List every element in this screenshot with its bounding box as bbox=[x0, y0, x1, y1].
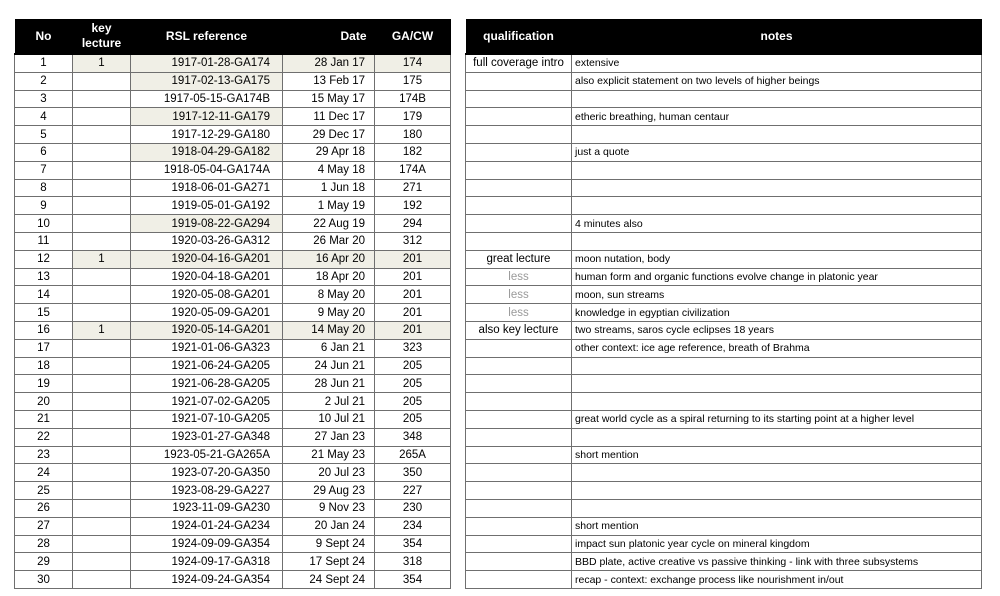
table-row bbox=[466, 232, 982, 250]
cell-qualification[interactable] bbox=[466, 553, 572, 571]
cell-key-lecture[interactable] bbox=[73, 232, 131, 250]
cell-ga-cw[interactable]: 201 bbox=[375, 304, 451, 322]
cell-key-lecture[interactable] bbox=[73, 517, 131, 535]
cell-ga-cw[interactable]: 265A bbox=[375, 446, 451, 464]
cell-key-lecture[interactable] bbox=[73, 571, 131, 589]
cell-rsl-reference[interactable]: 1920-05-09-GA201 bbox=[131, 304, 283, 322]
cell-notes[interactable] bbox=[572, 197, 982, 215]
cell-ga-cw[interactable]: 182 bbox=[375, 143, 451, 161]
cell-notes[interactable] bbox=[572, 375, 982, 393]
cell-no[interactable]: 9 bbox=[15, 197, 73, 215]
cell-date[interactable]: 9 May 20 bbox=[283, 304, 375, 322]
cell-qualification[interactable] bbox=[466, 446, 572, 464]
cell-rsl-reference[interactable]: 1921-01-06-GA323 bbox=[131, 339, 283, 357]
cell-rsl-reference[interactable]: 1918-06-01-GA271 bbox=[131, 179, 283, 197]
table-row bbox=[466, 535, 982, 553]
cell-notes[interactable] bbox=[572, 357, 982, 375]
cell-key-lecture[interactable]: 1 bbox=[73, 250, 131, 268]
table-row bbox=[466, 161, 982, 179]
cell-ga-cw[interactable]: 175 bbox=[375, 72, 451, 90]
cell-key-lecture[interactable] bbox=[73, 286, 131, 304]
cell-date[interactable]: 4 May 18 bbox=[283, 161, 375, 179]
cell-qualification[interactable] bbox=[466, 197, 572, 215]
cell-notes[interactable]: BBD plate, active creative vs passive thinking - link with three subsystems bbox=[572, 553, 982, 571]
cell-notes[interactable]: 4 minutes also bbox=[572, 215, 982, 233]
table-row bbox=[466, 90, 982, 108]
cell-no[interactable]: 4 bbox=[15, 108, 73, 126]
table-row bbox=[15, 304, 451, 322]
table-row bbox=[15, 375, 451, 393]
cell-date[interactable]: 9 Sept 24 bbox=[283, 535, 375, 553]
table-row bbox=[15, 321, 451, 339]
cell-qualification[interactable] bbox=[466, 143, 572, 161]
cell-qualification[interactable] bbox=[466, 428, 572, 446]
table-row bbox=[15, 143, 451, 161]
table-row bbox=[15, 90, 451, 108]
table-row bbox=[15, 446, 451, 464]
cell-date[interactable]: 6 Jan 21 bbox=[283, 339, 375, 357]
cell-notes[interactable]: other context: ice age reference, breath of Brahma bbox=[572, 339, 982, 357]
cell-notes[interactable]: extensive bbox=[572, 54, 982, 72]
cell-date[interactable]: 29 Apr 18 bbox=[283, 143, 375, 161]
cell-notes[interactable]: moon nutation, body bbox=[572, 250, 982, 268]
cell-qualification[interactable]: less bbox=[466, 304, 572, 322]
table-row bbox=[15, 161, 451, 179]
cell-no[interactable]: 7 bbox=[15, 161, 73, 179]
table-row bbox=[466, 446, 982, 464]
table-row bbox=[15, 535, 451, 553]
cell-date[interactable]: 28 Jun 21 bbox=[283, 375, 375, 393]
cell-key-lecture[interactable]: 1 bbox=[73, 321, 131, 339]
table-row bbox=[466, 482, 982, 500]
cell-date[interactable]: 21 May 23 bbox=[283, 446, 375, 464]
table-row bbox=[15, 571, 451, 589]
notes-table bbox=[465, 19, 982, 589]
cell-key-lecture[interactable] bbox=[73, 215, 131, 233]
cell-rsl-reference[interactable]: 1921-06-28-GA205 bbox=[131, 375, 283, 393]
cell-qualification[interactable] bbox=[466, 108, 572, 126]
cell-notes[interactable]: just a quote bbox=[572, 143, 982, 161]
cell-qualification[interactable]: less bbox=[466, 268, 572, 286]
cell-rsl-reference[interactable]: 1917-12-29-GA180 bbox=[131, 126, 283, 144]
cell-ga-cw[interactable]: 201 bbox=[375, 268, 451, 286]
cell-no[interactable]: 6 bbox=[15, 143, 73, 161]
table-row bbox=[15, 179, 451, 197]
cell-no[interactable]: 2 bbox=[15, 72, 73, 90]
cell-qualification[interactable] bbox=[466, 161, 572, 179]
cell-key-lecture[interactable] bbox=[73, 553, 131, 571]
header-rsl-reference[interactable]: RSL reference bbox=[131, 19, 283, 54]
cell-date[interactable]: 14 May 20 bbox=[283, 321, 375, 339]
cell-notes[interactable] bbox=[572, 482, 982, 500]
cell-key-lecture[interactable] bbox=[73, 428, 131, 446]
cell-key-lecture[interactable] bbox=[73, 464, 131, 482]
cell-date[interactable]: 26 Mar 20 bbox=[283, 232, 375, 250]
cell-rsl-reference[interactable]: 1919-08-22-GA294 bbox=[131, 215, 283, 233]
cell-ga-cw[interactable]: 323 bbox=[375, 339, 451, 357]
cell-no[interactable]: 12 bbox=[15, 250, 73, 268]
cell-key-lecture[interactable] bbox=[73, 143, 131, 161]
cell-ga-cw[interactable]: 174 bbox=[375, 54, 451, 72]
table-row bbox=[15, 482, 451, 500]
cell-notes[interactable] bbox=[572, 232, 982, 250]
cell-notes[interactable]: two streams, saros cycle eclipses 18 years bbox=[572, 321, 982, 339]
cell-no[interactable]: 11 bbox=[15, 232, 73, 250]
table-row bbox=[466, 499, 982, 517]
cell-no[interactable]: 13 bbox=[15, 268, 73, 286]
cell-ga-cw[interactable]: 230 bbox=[375, 499, 451, 517]
table-row bbox=[15, 517, 451, 535]
cell-ga-cw[interactable]: 234 bbox=[375, 517, 451, 535]
cell-no[interactable]: 14 bbox=[15, 286, 73, 304]
cell-notes[interactable]: short mention bbox=[572, 446, 982, 464]
cell-ga-cw[interactable]: 350 bbox=[375, 464, 451, 482]
cell-rsl-reference[interactable]: 1923-11-09-GA230 bbox=[131, 499, 283, 517]
cell-no[interactable]: 8 bbox=[15, 179, 73, 197]
header-no[interactable]: No bbox=[15, 19, 73, 54]
cell-ga-cw[interactable]: 318 bbox=[375, 553, 451, 571]
cell-rsl-reference[interactable]: 1917-12-11-GA179 bbox=[131, 108, 283, 126]
table-row bbox=[15, 357, 451, 375]
table-row bbox=[466, 321, 982, 339]
cell-rsl-reference[interactable]: 1919-05-01-GA192 bbox=[131, 197, 283, 215]
cell-no[interactable]: 16 bbox=[15, 321, 73, 339]
cell-date[interactable]: 18 Apr 20 bbox=[283, 268, 375, 286]
cell-rsl-reference[interactable]: 1924-09-24-GA354 bbox=[131, 571, 283, 589]
cell-rsl-reference[interactable]: 1917-05-15-GA174B bbox=[131, 90, 283, 108]
header-ga-cw[interactable]: GA/CW bbox=[375, 19, 451, 54]
cell-ga-cw[interactable]: 205 bbox=[375, 375, 451, 393]
cell-notes[interactable]: also explicit statement on two levels of higher beings bbox=[572, 72, 982, 90]
cell-rsl-reference[interactable]: 1918-04-29-GA182 bbox=[131, 143, 283, 161]
cell-qualification[interactable] bbox=[466, 90, 572, 108]
cell-notes[interactable]: moon, sun streams bbox=[572, 286, 982, 304]
cell-date[interactable]: 9 Nov 23 bbox=[283, 499, 375, 517]
cell-key-lecture[interactable] bbox=[73, 482, 131, 500]
cell-no[interactable]: 19 bbox=[15, 375, 73, 393]
header-qualification[interactable]: qualification bbox=[466, 19, 572, 54]
cell-key-lecture[interactable] bbox=[73, 410, 131, 428]
table-row bbox=[466, 215, 982, 233]
table-row bbox=[15, 428, 451, 446]
cell-ga-cw[interactable]: 192 bbox=[375, 197, 451, 215]
cell-qualification[interactable] bbox=[466, 232, 572, 250]
table-row bbox=[15, 339, 451, 357]
cell-notes[interactable] bbox=[572, 90, 982, 108]
cell-no[interactable]: 29 bbox=[15, 553, 73, 571]
cell-ga-cw[interactable]: 227 bbox=[375, 482, 451, 500]
cell-rsl-reference[interactable]: 1923-01-27-GA348 bbox=[131, 428, 283, 446]
cell-ga-cw[interactable]: 174A bbox=[375, 161, 451, 179]
cell-date[interactable]: 27 Jan 23 bbox=[283, 428, 375, 446]
cell-qualification[interactable] bbox=[466, 393, 572, 411]
cell-rsl-reference[interactable]: 1920-05-14-GA201 bbox=[131, 321, 283, 339]
table-row bbox=[466, 464, 982, 482]
cell-notes[interactable]: short mention bbox=[572, 517, 982, 535]
table-row bbox=[15, 108, 451, 126]
cell-key-lecture[interactable] bbox=[73, 90, 131, 108]
table-row bbox=[466, 339, 982, 357]
cell-date[interactable]: 24 Sept 24 bbox=[283, 571, 375, 589]
cell-ga-cw[interactable]: 180 bbox=[375, 126, 451, 144]
cell-qualification[interactable] bbox=[466, 482, 572, 500]
cell-date[interactable]: 20 Jul 23 bbox=[283, 464, 375, 482]
table-row bbox=[466, 250, 982, 268]
cell-notes[interactable]: impact sun platonic year cycle on mineral kingdom bbox=[572, 535, 982, 553]
table-row bbox=[466, 517, 982, 535]
cell-key-lecture[interactable] bbox=[73, 357, 131, 375]
cell-key-lecture[interactable] bbox=[73, 375, 131, 393]
cell-rsl-reference[interactable]: 1923-05-21-GA265A bbox=[131, 446, 283, 464]
cell-ga-cw[interactable]: 174B bbox=[375, 90, 451, 108]
cell-notes[interactable]: great world cycle as a spiral returning to its starting point at a higher level bbox=[572, 410, 982, 428]
header-date[interactable]: Date bbox=[283, 19, 375, 54]
cell-no[interactable]: 5 bbox=[15, 126, 73, 144]
header-key-lecture[interactable] bbox=[73, 19, 131, 54]
cell-qualification[interactable] bbox=[466, 126, 572, 144]
cell-notes[interactable]: recap - context: exchange process like nourishment in/out bbox=[572, 571, 982, 589]
cell-no[interactable]: 28 bbox=[15, 535, 73, 553]
table-row bbox=[466, 268, 982, 286]
table-row bbox=[466, 553, 982, 571]
table-row bbox=[466, 375, 982, 393]
cell-date[interactable]: 20 Jan 24 bbox=[283, 517, 375, 535]
table-row bbox=[466, 179, 982, 197]
cell-qualification[interactable] bbox=[466, 410, 572, 428]
cell-date[interactable]: 16 Apr 20 bbox=[283, 250, 375, 268]
cell-rsl-reference[interactable]: 1920-04-16-GA201 bbox=[131, 250, 283, 268]
cell-rsl-reference[interactable]: 1921-07-10-GA205 bbox=[131, 410, 283, 428]
cell-qualification[interactable] bbox=[466, 535, 572, 553]
cell-ga-cw[interactable]: 205 bbox=[375, 410, 451, 428]
cell-key-lecture[interactable] bbox=[73, 161, 131, 179]
cell-key-lecture[interactable] bbox=[73, 72, 131, 90]
cell-ga-cw[interactable]: 354 bbox=[375, 535, 451, 553]
cell-notes[interactable] bbox=[572, 428, 982, 446]
table-row bbox=[15, 464, 451, 482]
cell-notes[interactable] bbox=[572, 179, 982, 197]
cell-notes[interactable] bbox=[572, 464, 982, 482]
cell-notes[interactable] bbox=[572, 161, 982, 179]
cell-date[interactable]: 1 May 19 bbox=[283, 197, 375, 215]
table-row bbox=[466, 286, 982, 304]
table-row bbox=[15, 232, 451, 250]
cell-key-lecture[interactable] bbox=[73, 499, 131, 517]
cell-date[interactable]: 17 Sept 24 bbox=[283, 553, 375, 571]
cell-no[interactable]: 23 bbox=[15, 446, 73, 464]
cell-date[interactable]: 13 Feb 17 bbox=[283, 72, 375, 90]
table-row bbox=[466, 428, 982, 446]
table-row bbox=[466, 357, 982, 375]
cell-ga-cw[interactable]: 271 bbox=[375, 179, 451, 197]
cell-rsl-reference[interactable]: 1917-01-28-GA174 bbox=[131, 54, 283, 72]
cell-rsl-reference[interactable]: 1924-09-17-GA318 bbox=[131, 553, 283, 571]
cell-qualification[interactable] bbox=[466, 571, 572, 589]
cell-date[interactable]: 8 May 20 bbox=[283, 286, 375, 304]
cell-key-lecture[interactable] bbox=[73, 179, 131, 197]
cell-qualification[interactable]: full coverage intro bbox=[466, 54, 572, 72]
cell-qualification[interactable] bbox=[466, 215, 572, 233]
cell-key-lecture[interactable] bbox=[73, 304, 131, 322]
cell-key-lecture[interactable] bbox=[73, 535, 131, 553]
cell-no[interactable]: 17 bbox=[15, 339, 73, 357]
cell-no[interactable]: 21 bbox=[15, 410, 73, 428]
table-row bbox=[15, 553, 451, 571]
cell-date[interactable]: 29 Aug 23 bbox=[283, 482, 375, 500]
cell-key-lecture[interactable] bbox=[73, 126, 131, 144]
cell-qualification[interactable] bbox=[466, 357, 572, 375]
cell-date[interactable]: 29 Dec 17 bbox=[283, 126, 375, 144]
table-row bbox=[466, 410, 982, 428]
cell-qualification[interactable]: also key lecture bbox=[466, 321, 572, 339]
cell-qualification[interactable] bbox=[466, 72, 572, 90]
cell-ga-cw[interactable]: 201 bbox=[375, 286, 451, 304]
cell-notes[interactable]: etheric breathing, human centaur bbox=[572, 108, 982, 126]
cell-ga-cw[interactable]: 201 bbox=[375, 321, 451, 339]
cell-no[interactable]: 25 bbox=[15, 482, 73, 500]
cell-ga-cw[interactable]: 312 bbox=[375, 232, 451, 250]
table-row bbox=[466, 571, 982, 589]
cell-key-lecture[interactable] bbox=[73, 446, 131, 464]
cell-ga-cw[interactable]: 179 bbox=[375, 108, 451, 126]
cell-rsl-reference[interactable]: 1920-03-26-GA312 bbox=[131, 232, 283, 250]
header-notes[interactable]: notes bbox=[572, 19, 982, 54]
cell-rsl-reference[interactable]: 1920-05-08-GA201 bbox=[131, 286, 283, 304]
table-row bbox=[15, 410, 451, 428]
cell-rsl-reference[interactable]: 1923-08-29-GA227 bbox=[131, 482, 283, 500]
cell-ga-cw[interactable]: 348 bbox=[375, 428, 451, 446]
cell-qualification[interactable] bbox=[466, 517, 572, 535]
cell-no[interactable]: 18 bbox=[15, 357, 73, 375]
cell-rsl-reference[interactable]: 1917-02-13-GA175 bbox=[131, 72, 283, 90]
cell-date[interactable]: 11 Dec 17 bbox=[283, 108, 375, 126]
table-row bbox=[15, 499, 451, 517]
cell-no[interactable]: 1 bbox=[15, 54, 73, 72]
cell-rsl-reference[interactable]: 1920-04-18-GA201 bbox=[131, 268, 283, 286]
cell-key-lecture[interactable] bbox=[73, 268, 131, 286]
cell-ga-cw[interactable]: 205 bbox=[375, 393, 451, 411]
table-row bbox=[466, 126, 982, 144]
cell-qualification[interactable]: great lecture bbox=[466, 250, 572, 268]
cell-notes[interactable] bbox=[572, 499, 982, 517]
table-row bbox=[15, 54, 451, 72]
cell-ga-cw[interactable]: 294 bbox=[375, 215, 451, 233]
table-row bbox=[15, 393, 451, 411]
header-key-line1: key bbox=[91, 21, 112, 35]
cell-rsl-reference[interactable]: 1923-07-20-GA350 bbox=[131, 464, 283, 482]
cell-no[interactable]: 26 bbox=[15, 499, 73, 517]
table-row bbox=[15, 268, 451, 286]
table-row bbox=[466, 54, 982, 72]
cell-date[interactable]: 15 May 17 bbox=[283, 90, 375, 108]
cell-key-lecture[interactable] bbox=[73, 108, 131, 126]
cell-notes[interactable]: human form and organic functions evolve change in platonic year bbox=[572, 268, 982, 286]
cell-no[interactable]: 27 bbox=[15, 517, 73, 535]
lecture-table-header bbox=[15, 19, 451, 54]
notes-table-header bbox=[466, 19, 982, 54]
cell-date[interactable]: 28 Jan 17 bbox=[283, 54, 375, 72]
cell-no[interactable]: 3 bbox=[15, 90, 73, 108]
table-row bbox=[466, 304, 982, 322]
table-row bbox=[466, 143, 982, 161]
cell-ga-cw[interactable]: 205 bbox=[375, 357, 451, 375]
cell-qualification[interactable]: less bbox=[466, 286, 572, 304]
cell-no[interactable]: 24 bbox=[15, 464, 73, 482]
cell-no[interactable]: 15 bbox=[15, 304, 73, 322]
cell-rsl-reference[interactable]: 1924-01-24-GA234 bbox=[131, 517, 283, 535]
cell-key-lecture[interactable] bbox=[73, 197, 131, 215]
cell-qualification[interactable] bbox=[466, 464, 572, 482]
cell-date[interactable]: 22 Aug 19 bbox=[283, 215, 375, 233]
cell-rsl-reference[interactable]: 1924-09-09-GA354 bbox=[131, 535, 283, 553]
cell-qualification[interactable] bbox=[466, 499, 572, 517]
cell-date[interactable]: 10 Jul 21 bbox=[283, 410, 375, 428]
cell-rsl-reference[interactable]: 1921-07-02-GA205 bbox=[131, 393, 283, 411]
cell-ga-cw[interactable]: 201 bbox=[375, 250, 451, 268]
cell-qualification[interactable] bbox=[466, 179, 572, 197]
table-row bbox=[15, 215, 451, 233]
table-row bbox=[15, 126, 451, 144]
table-row bbox=[15, 286, 451, 304]
cell-notes[interactable]: knowledge in egyptian civilization bbox=[572, 304, 982, 322]
cell-ga-cw[interactable]: 354 bbox=[375, 571, 451, 589]
cell-no[interactable]: 30 bbox=[15, 571, 73, 589]
header-key-line2: lecture bbox=[81, 36, 122, 50]
cell-date[interactable]: 24 Jun 21 bbox=[283, 357, 375, 375]
cell-rsl-reference[interactable]: 1921-06-24-GA205 bbox=[131, 357, 283, 375]
table-row bbox=[15, 72, 451, 90]
cell-notes[interactable] bbox=[572, 393, 982, 411]
table-row bbox=[15, 250, 451, 268]
cell-rsl-reference[interactable]: 1918-05-04-GA174A bbox=[131, 161, 283, 179]
cell-qualification[interactable] bbox=[466, 375, 572, 393]
table-row bbox=[466, 393, 982, 411]
cell-key-lecture[interactable] bbox=[73, 339, 131, 357]
table-row bbox=[466, 72, 982, 90]
cell-key-lecture[interactable] bbox=[73, 393, 131, 411]
cell-date[interactable]: 1 Jun 18 bbox=[283, 179, 375, 197]
table-row bbox=[466, 197, 982, 215]
cell-qualification[interactable] bbox=[466, 339, 572, 357]
table-row bbox=[466, 108, 982, 126]
lecture-table bbox=[14, 19, 451, 589]
cell-no[interactable]: 10 bbox=[15, 215, 73, 233]
cell-no[interactable]: 22 bbox=[15, 428, 73, 446]
cell-key-lecture[interactable]: 1 bbox=[73, 54, 131, 72]
table-row bbox=[15, 197, 451, 215]
cell-notes[interactable] bbox=[572, 126, 982, 144]
cell-no[interactable]: 20 bbox=[15, 393, 73, 411]
cell-date[interactable]: 2 Jul 21 bbox=[283, 393, 375, 411]
